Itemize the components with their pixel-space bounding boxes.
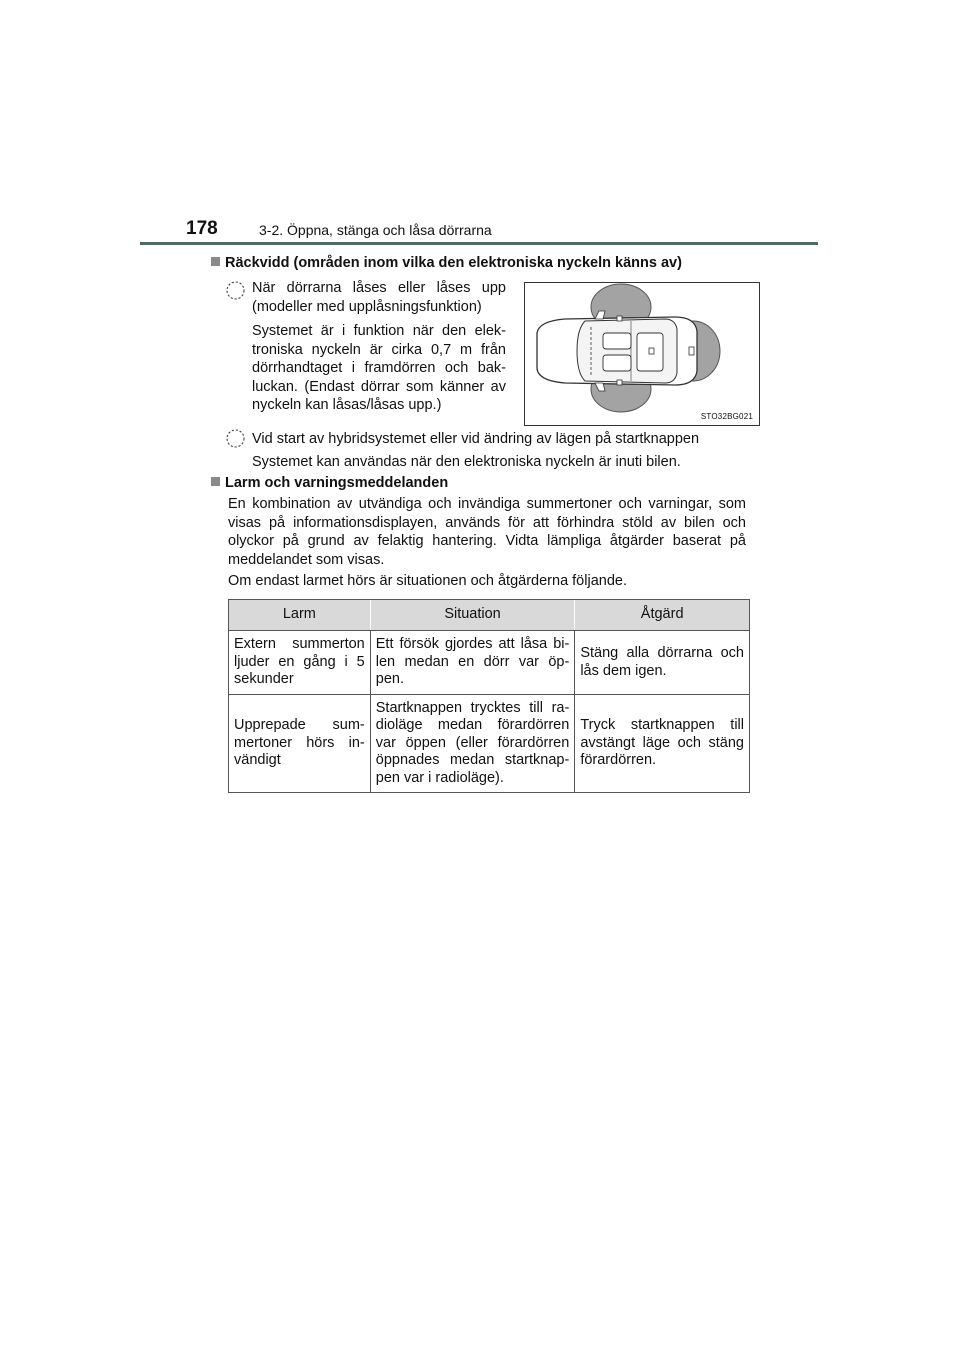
section-title-text: Larm och varningsmeddelanden	[225, 475, 449, 491]
table-row	[229, 631, 750, 695]
table-cell: Startknappen trycktes till ra-dioläge medan förardörren var öppen (eller förardörren öppnades medan startknap-pen var i radioläge).	[370, 695, 575, 793]
item2-body: Systemet kan användas när den elektroniska nyckeln är inuti bilen.	[252, 454, 681, 470]
item1-heading: När dörrarna låses eller låses upp (modeller med upplåsningsfunktion)	[252, 280, 506, 315]
figure-code: STO32BG021	[700, 412, 753, 421]
alarm-intro-paragraph: En kombination av utvändiga och invändiga summertoner och varningar, som visas på informationsdisplayen, används för att förhindra stöld av bilen och olyckor på grund av felaktig hantering. Vidta lämpliga åtgärder baserat på meddelandet som visas.	[228, 496, 746, 568]
col-header-situation: Situation	[370, 600, 575, 631]
table-header-row	[229, 600, 750, 631]
col-header-alarm: Larm	[229, 600, 371, 631]
table-cell: Stäng alla dörrarna och lås dem igen.	[575, 631, 750, 695]
chapter-title: 3-2. Öppna, stänga och låsa dörrarna	[259, 222, 492, 238]
section-title-alarm	[211, 475, 448, 491]
section-title-range	[211, 255, 682, 271]
item1-body: Systemet är i funktion när den elek-troniska nyckeln är cirka 0,7 m från dörrhandtaget i framdörren och bak-luckan. (Endast dörrar som känner av nyckeln kan låsas/låsas upp.)	[252, 323, 506, 413]
dashed-circle-icon	[226, 429, 245, 448]
col-header-action: Åtgärd	[575, 600, 750, 631]
section-title-text: Räckvidd (områden inom vilka den elektroniska nyckeln känns av)	[225, 255, 682, 271]
table-row	[229, 695, 750, 793]
alarm-lead-paragraph: Om endast larmet hörs är situationen och åtgärderna följande.	[228, 573, 627, 589]
page-number: 178	[186, 218, 218, 239]
table-cell: Extern summerton ljuder en gång i 5 sekunder	[229, 631, 371, 695]
table-cell: Ett försök gjordes att låsa bi-len medan en dörr var öp-pen.	[370, 631, 575, 695]
detection-range-figure	[524, 282, 760, 426]
header-rule	[140, 242, 818, 245]
section-marker-icon	[211, 477, 220, 486]
alarm-table	[228, 599, 750, 793]
table-cell: Tryck startknappen till avstängt läge och stäng förardörren.	[575, 695, 750, 793]
car-top-view-icon	[525, 283, 759, 425]
dashed-circle-icon	[226, 281, 245, 300]
item2-heading: Vid start av hybridsystemet eller vid ändring av lägen på startknappen	[252, 431, 700, 447]
table-cell: Upprepade sum-mertoner hörs in-vändigt	[229, 695, 371, 793]
section-marker-icon	[211, 257, 220, 266]
